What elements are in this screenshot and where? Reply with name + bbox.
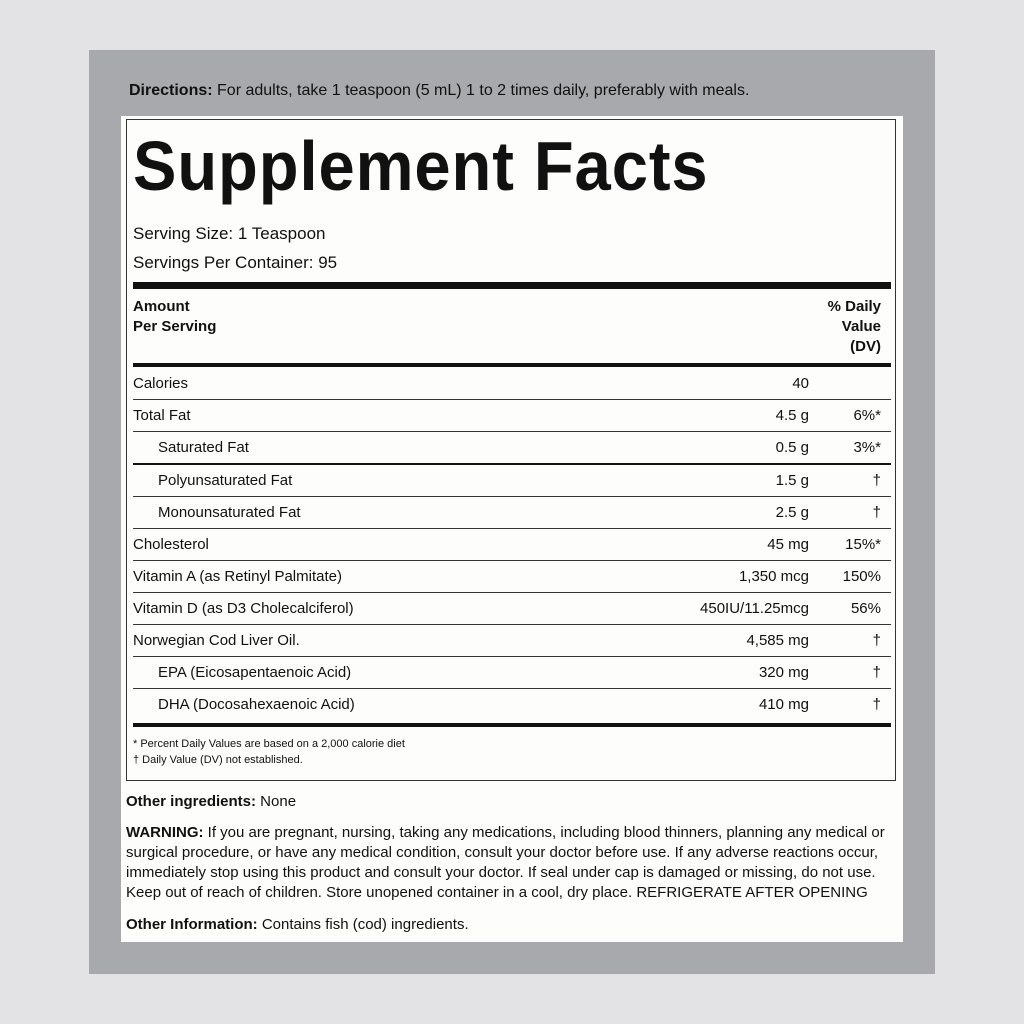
- nutrient-dv: †: [872, 664, 881, 681]
- dv-header-line2: Value: [841, 318, 881, 335]
- servings-per-container: Servings Per Container: 95: [133, 253, 338, 272]
- table-row: [133, 689, 891, 721]
- amount-per-serving-header: [133, 297, 216, 337]
- nutrient-label: Norwegian Cod Liver Oil.: [133, 632, 300, 649]
- table-row: [133, 497, 891, 529]
- dv-header-line3: (DV): [850, 338, 881, 355]
- nutrient-label: Calories: [133, 375, 189, 392]
- nutrient-label: DHA (Docosahexaenoic Acid): [158, 696, 355, 713]
- nutrient-amount: 320 mg: [758, 664, 809, 681]
- table-row: [133, 400, 891, 432]
- nutrient-label: Vitamin A (as Retinyl Palmitate): [133, 568, 342, 585]
- other-information-text: Contains fish (cod) ingredients.: [257, 916, 469, 933]
- nutrient-dv: †: [872, 504, 881, 521]
- nutrient-dv: 6%*: [853, 407, 881, 424]
- nutrient-amount: 410 mg: [758, 696, 809, 713]
- thick-divider-header: [133, 363, 891, 367]
- directions: [129, 82, 749, 100]
- nutrient-amount: 450IU/11.25mcg: [700, 600, 809, 617]
- other-ingredients-label: Other ingredients:: [126, 793, 257, 810]
- table-row: [133, 465, 891, 497]
- footnotes: [133, 736, 405, 768]
- other-ingredients-text: None: [256, 793, 297, 810]
- nutrient-dv: 15%*: [845, 536, 881, 553]
- thick-divider-top: [133, 282, 891, 289]
- nutrient-label: Monounsaturated Fat: [158, 504, 301, 521]
- table-row: [133, 657, 891, 689]
- daily-value-header: [828, 297, 881, 357]
- thick-divider-bottom: [133, 723, 891, 727]
- nutrient-amount: 4.5 g: [775, 407, 809, 424]
- amount-header-line2: Per Serving: [133, 318, 217, 335]
- other-information: [126, 915, 886, 935]
- nutrient-label: Vitamin D (as D3 Cholecalciferol): [133, 600, 354, 617]
- nutrient-amount: 2.5 g: [775, 504, 809, 521]
- footnote-daily-values: * Percent Daily Values are based on a 2,000 calorie diet: [133, 738, 405, 750]
- directions-label: Directions:: [129, 82, 213, 99]
- table-row: [133, 625, 891, 657]
- dv-header-line1: % Daily: [827, 298, 881, 315]
- other-ingredients: [126, 792, 886, 812]
- nutrient-dv: 56%: [850, 600, 881, 617]
- table-row: [133, 561, 891, 593]
- nutrient-dv: †: [872, 472, 881, 489]
- supplement-facts-box: [126, 119, 896, 781]
- footnote-not-established: † Daily Value (DV) not established.: [133, 754, 303, 766]
- nutrient-table: [133, 368, 891, 721]
- nutrient-dv: 150%: [842, 568, 881, 585]
- nutrient-label: Saturated Fat: [158, 439, 249, 456]
- other-information-label: Other Information:: [126, 916, 258, 933]
- warning: [126, 823, 886, 903]
- amount-header-line1: Amount: [133, 298, 190, 315]
- warning-text: If you are pregnant, nursing, taking any medications, including blood thinners, planning any medical or surgical procedure, or have any medical condition, consult your doctor before use. If any adverse reactions occur, immediately stop using this product and consult your doctor. If seal under cap is damaged or missing, do not use. Keep out of reach of children. Store unopened container in a cool, dry place. REFRIGERATE AFTER OPENING: [126, 824, 885, 901]
- facts-title: Supplement Facts: [133, 127, 709, 205]
- nutrient-amount: 1,350 mcg: [738, 568, 809, 585]
- nutrient-dv: 3%*: [853, 439, 881, 456]
- nutrient-label: Polyunsaturated Fat: [158, 472, 293, 489]
- table-row: [133, 368, 891, 400]
- warning-label: WARNING:: [126, 824, 204, 841]
- serving-size: Serving Size: 1 Teaspoon: [133, 224, 326, 243]
- nutrient-dv: †: [872, 632, 881, 649]
- nutrient-amount: 4,585 mg: [746, 632, 809, 649]
- nutrient-amount: 0.5 g: [775, 439, 809, 456]
- nutrient-label: EPA (Eicosapentaenoic Acid): [158, 664, 352, 681]
- nutrient-amount: 40: [792, 375, 809, 392]
- nutrient-label: Cholesterol: [133, 536, 209, 553]
- table-row: [133, 432, 891, 465]
- directions-text: For adults, take 1 teaspoon (5 mL) 1 to 2 times daily, preferably with meals.: [212, 82, 750, 99]
- nutrient-amount: 45 mg: [767, 536, 809, 553]
- nutrient-amount: 1.5 g: [775, 472, 809, 489]
- table-row: [133, 529, 891, 561]
- table-row: [133, 593, 891, 625]
- nutrient-dv: †: [872, 696, 881, 713]
- nutrient-label: Total Fat: [133, 407, 191, 424]
